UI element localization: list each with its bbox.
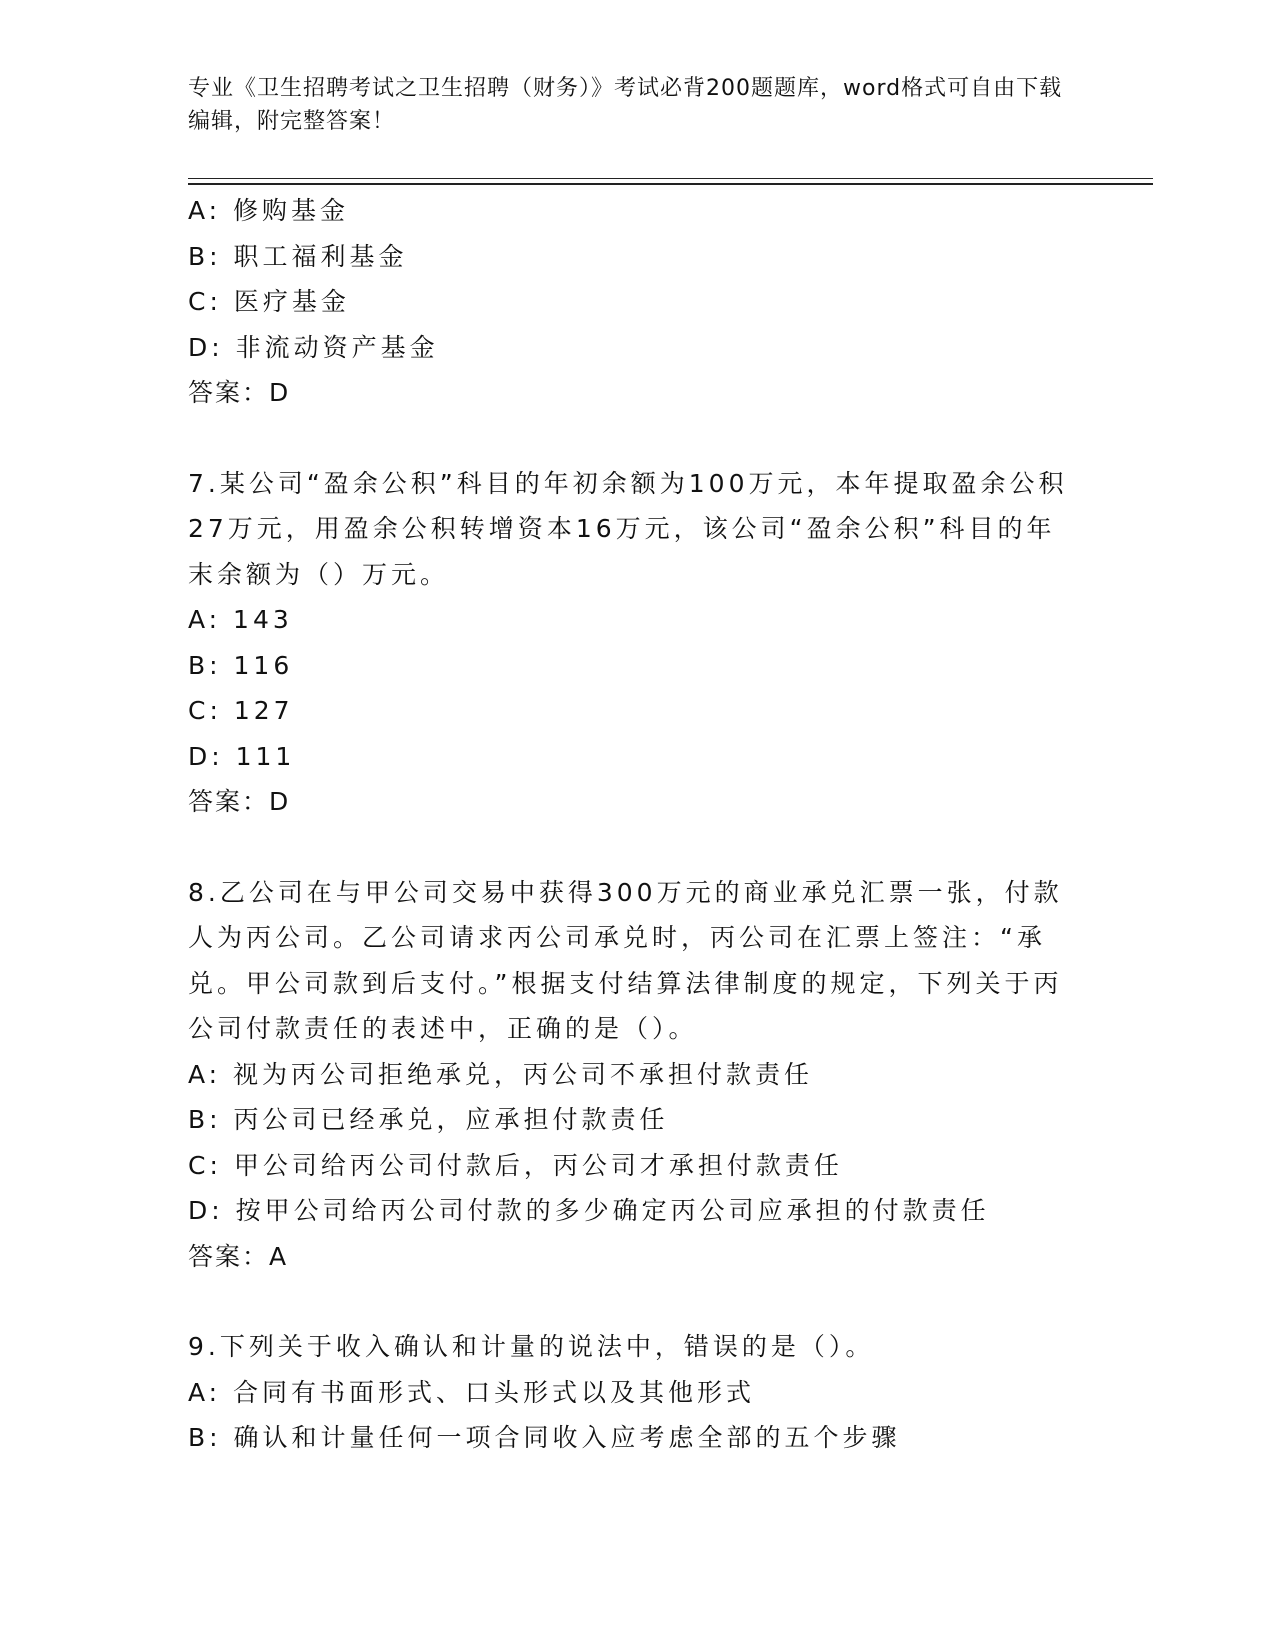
- q7-stem: 7.某公司“盈余公积”科目的年初余额为100万元，本年提取盈余公积27万元，用盈余公积转增资本16万元，该公司“盈余公积”科目的年末余额为（）万元。: [188, 468, 1068, 589]
- spacer: [188, 416, 1068, 461]
- q9-stem: 9.下列关于收入确认和计量的说法中，错误的是（）。: [188, 1332, 875, 1361]
- header-rule-top: [188, 178, 1153, 179]
- q7-answer: 答案：D: [188, 787, 291, 816]
- question-9: [188, 1324, 1068, 1461]
- header-rule-bottom: [188, 183, 1153, 185]
- q6-option-d: D: 非流动资产基金: [188, 332, 439, 362]
- q9-option-a: A: 合同有书面形式、口头形式以及其他形式: [188, 1377, 756, 1407]
- question-7: [188, 461, 1068, 825]
- q7-option-b: B: 116: [188, 650, 294, 680]
- q7-option-a: A: 143: [188, 605, 293, 634]
- q8-option-d: D: 按甲公司给丙公司付款的多少确定丙公司应承担的付款责任: [188, 1196, 990, 1225]
- q6-option-b: B: 职工福利基金: [188, 241, 408, 271]
- q6-answer: 答案：D: [188, 378, 291, 407]
- q6-option-a: A: 修购基金: [188, 196, 350, 225]
- document-body: [188, 188, 1068, 1461]
- question-6: [188, 188, 1068, 416]
- q8-stem: 8.乙公司在与甲公司交易中获得300万元的商业承兑汇票一张，付款人为丙公司。乙公司请求丙公司承兑时，丙公司在汇票上签注：“承兑。甲公司款到后支付。”根据支付结算法律制度的规定，下列关于丙公司付款责任的表述中，正确的是（）。: [188, 877, 1063, 1043]
- q9-option-b: B: 确认和计量任何一项合同收入应考虑全部的五个步骤: [188, 1423, 901, 1452]
- q7-option-c: C: 127: [188, 696, 294, 725]
- document-title: 专业《卫生招聘考试之卫生招聘（财务）》考试必背200题题库，word格式可自由下载编辑，附完整答案！: [188, 76, 1063, 134]
- question-8: [188, 870, 1068, 1280]
- spacer: [188, 825, 1068, 870]
- q8-option-c: C: 甲公司给丙公司付款后，丙公司才承担付款责任: [188, 1150, 843, 1180]
- q6-option-c: C: 医疗基金: [188, 287, 350, 316]
- q8-answer: 答案：A: [188, 1241, 289, 1271]
- q7-option-d: D: 111: [188, 741, 296, 771]
- spacer: [188, 1279, 1068, 1324]
- document-header: [188, 72, 1068, 138]
- q8-option-b: B: 丙公司已经承兑，应承担付款责任: [188, 1105, 669, 1134]
- q8-option-a: A: 视为丙公司拒绝承兑，丙公司不承担付款责任: [188, 1059, 814, 1089]
